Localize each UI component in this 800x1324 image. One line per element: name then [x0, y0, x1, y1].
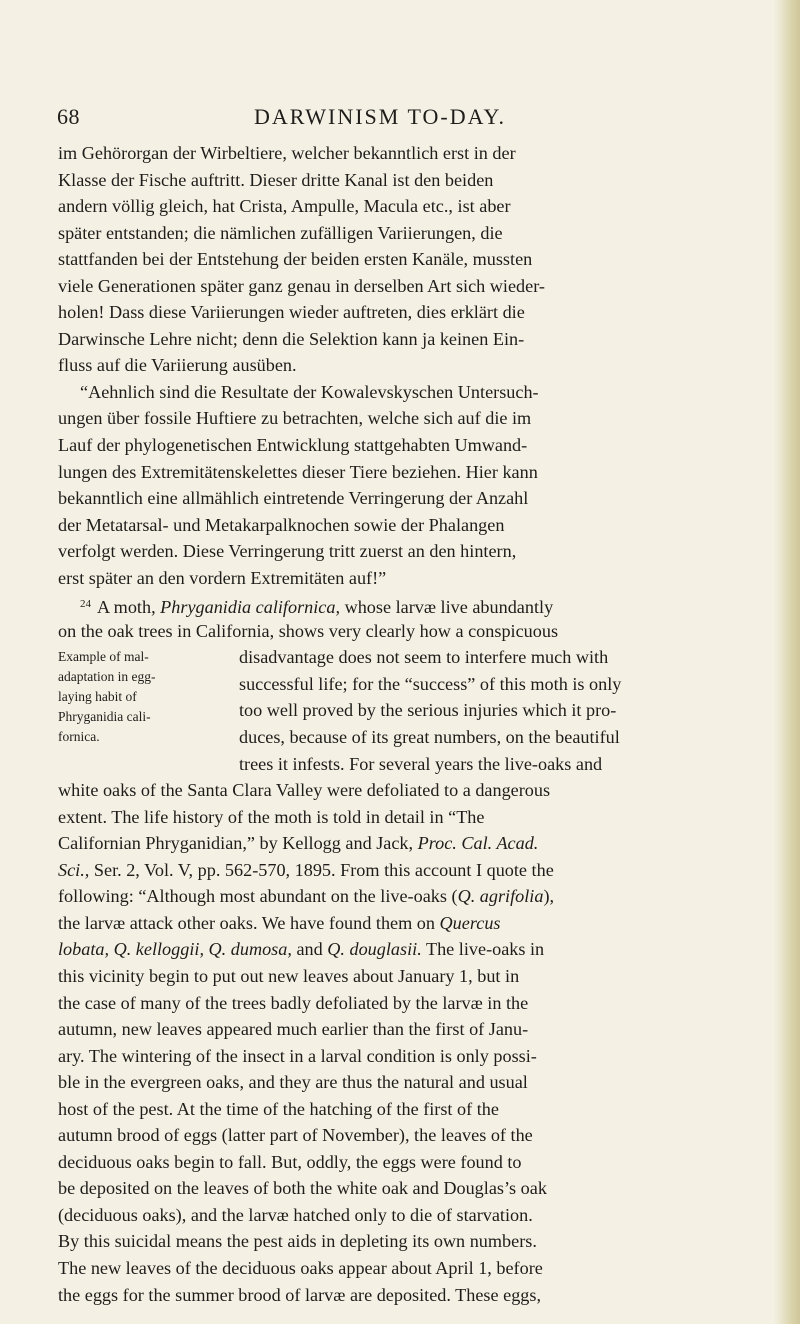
text-line: viele Generationen später ganz genau in derselben Art sich wieder-: [58, 275, 545, 296]
text-line: lungen des Extremitätenskelettes dieser Tiere beziehen. Hier kann: [58, 461, 538, 482]
text-line: following: “Although most abundant on the live-oaks (Q. agrifolia),: [58, 886, 555, 907]
text-line: disadvantage does not seem to interfere much with: [239, 647, 609, 668]
text-line: the larvæ attack other oaks. We have found them on Quercus: [58, 912, 501, 933]
text-line: fluss auf die Variierung ausüben.: [58, 355, 297, 376]
text-line: Californian Phryganidian,” by Kellogg and Jack, Proc. Cal. Acad.: [58, 833, 539, 854]
text-line: By this suicidal means the pest aids in depleting its own numbers.: [58, 1231, 537, 1252]
text-line: “Aehnlich sind die Resultate der Kowalevskyschen Untersuch-: [80, 381, 539, 402]
text-line: The new leaves of the deciduous oaks appear about April 1, before: [58, 1257, 543, 1278]
text-line: Sci., Ser. 2, Vol. V, pp. 562-570, 1895. From this account I quote the: [58, 859, 554, 880]
text-line: be deposited on the leaves of both the white oak and Douglas’s oak: [58, 1178, 547, 1199]
text-line: ary. The wintering of the insect in a larval condition is only possi-: [58, 1045, 537, 1066]
marginal-note-line: adaptation in egg-: [58, 669, 156, 684]
running-title: DARWINISM TO-DAY.: [254, 104, 507, 129]
text-line: Darwinsche Lehre nicht; denn die Selektion kann ja keinen Ein-: [58, 328, 525, 349]
text-line: stattfanden bei der Entstehung der beiden ersten Kanäle, mussten: [58, 249, 533, 270]
text-line: im Gehörorgan der Wirbeltiere, welcher bekanntlich erst in der: [58, 143, 516, 163]
text-line: too well proved by the serious injuries which it pro-: [239, 700, 617, 721]
text-line: the eggs for the summer brood of larvæ are deposited. These eggs,: [58, 1284, 542, 1305]
text-line: bekanntlich eine allmählich eintretende Verringerung der Anzahl: [58, 488, 529, 509]
text-line: autumn, new leaves appeared much earlier than the first of Janu-: [58, 1019, 529, 1040]
text-line: Lauf der phylogenetischen Entwicklung stattgehabten Umwand-: [58, 435, 528, 456]
text-line: deciduous oaks begin to fall. But, oddly, the eggs were found to: [58, 1151, 522, 1172]
text-line: trees it infests. For several years the live-oaks and: [239, 753, 603, 774]
text-line: verfolgt werden. Diese Verringerung tritt zuerst an den hintern,: [58, 541, 517, 562]
text-line: andern völlig gleich, hat Crista, Ampulle, Macula etc., ist aber: [58, 196, 511, 217]
text-line: duces, because of its great numbers, on the beautiful: [239, 727, 620, 748]
marginal-note-line: fornica.: [58, 729, 100, 744]
footnote-marker: 24: [80, 598, 91, 611]
marginal-note-line: laying habit of: [58, 689, 137, 704]
text-line: später entstanden; die nämlichen zufälligen Variierungen, die: [58, 222, 503, 243]
text-line: extent. The life history of the moth is told in detail in “The: [58, 806, 485, 827]
marginal-note-line: Example of mal-: [58, 649, 149, 664]
text-line: host of the pest. At the time of the hatching of the first of the: [58, 1098, 499, 1119]
text-line: autumn brood of eggs (latter part of November), the leaves of the: [58, 1125, 533, 1146]
text-line: this vicinity begin to put out new leaves about January 1, but in: [58, 965, 520, 986]
text-line: the case of many of the trees badly defoliated by the larvæ in the: [58, 992, 529, 1013]
text-line: ungen über fossile Huftiere zu betrachten, welche sich auf die im: [58, 408, 532, 429]
text-line: erst später an den vordern Extremitäten auf!”: [58, 567, 387, 588]
text-line: successful life; for the “success” of this moth is only: [239, 673, 622, 694]
text-line: ble in the evergreen oaks, and they are thus the natural and usual: [58, 1072, 528, 1093]
text-line: on the oak trees in California, shows very clearly how a conspicuous: [58, 620, 559, 641]
text-line: Klasse der Fische auftritt. Dieser dritte Kanal ist den beiden: [58, 169, 494, 190]
text-line: der Metatarsal- und Metakarpalknochen sowie der Phalangen: [58, 514, 505, 535]
marginal-note-line: Phryganidia cali-: [58, 709, 151, 724]
text-line: white oaks of the Santa Clara Valley were defoliated to a dangerous: [58, 780, 551, 801]
text-line: (deciduous oaks), and the larvæ hatched only to die of starvation.: [58, 1204, 533, 1225]
text-line: holen! Dass diese Variierungen wieder auftreten, dies erklärt die: [58, 302, 525, 323]
page-number: 68: [57, 104, 80, 129]
text-line: lobata, Q. kelloggii, Q. dumosa, and Q. douglasii. The live-oaks in: [58, 939, 545, 960]
body-text: [58, 140, 730, 1308]
text-line: $^{24}$ A moth, Phryganidia californica, whose larvæ live abundantly: [80, 597, 554, 618]
